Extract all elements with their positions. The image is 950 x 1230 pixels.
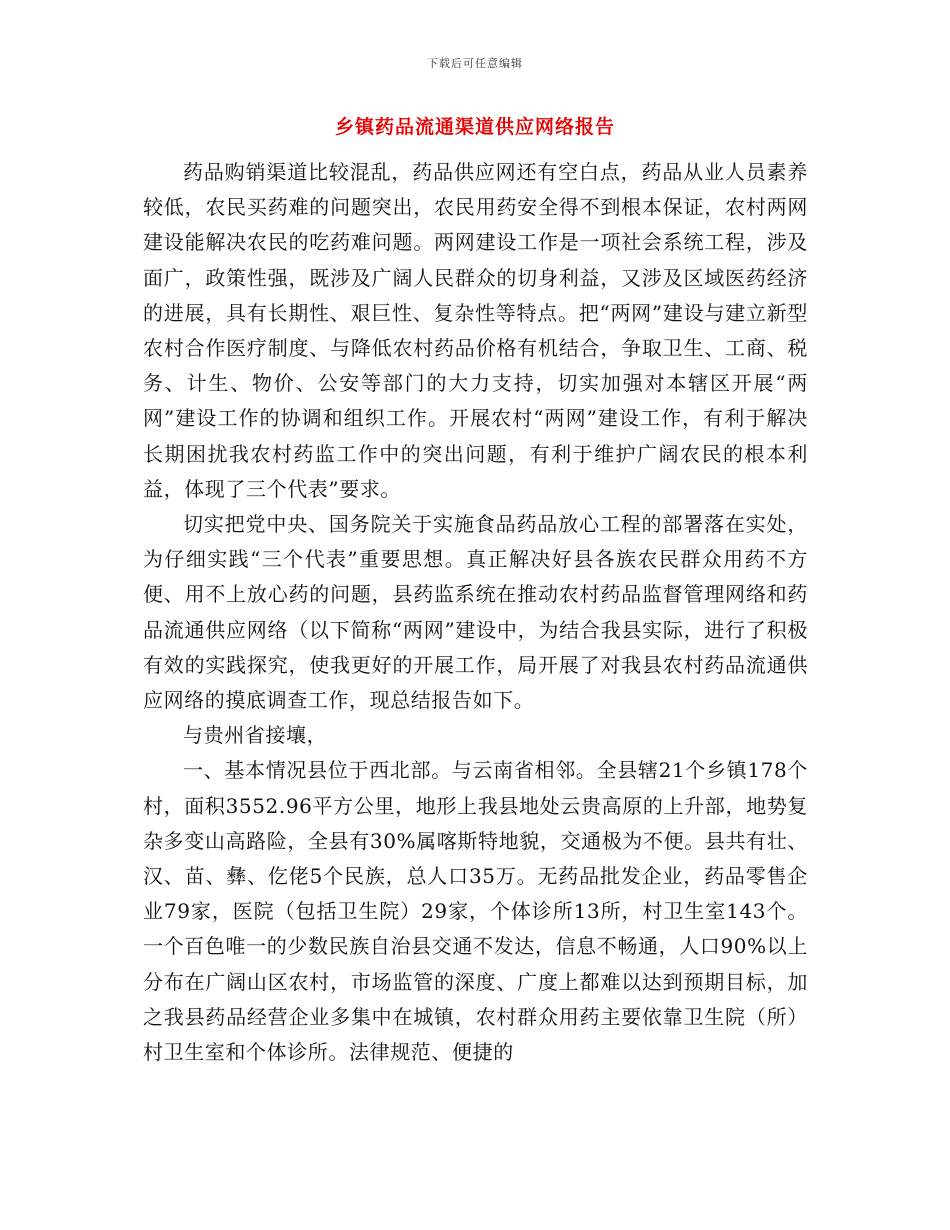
header-note: 下载后可任意编辑 — [427, 57, 523, 70]
paragraph-border-note: 与贵州省接壤， — [183, 723, 328, 748]
paragraph-intro: 药品购销渠道比较混乱，药品供应网还有空白点，药品从业人员素养较低，农民买药难的问题突出，农民用药安全得不到根本保证，农村两网建设能解决农民的吃药难问题。两网建设工作是一项社会系统工程，涉及面广，政策性强，既涉及广阔人民群众的切身利益，又涉及区域医药经济的进展，具有长期性、艰巨性、复杂性等特点。把“两网”建设与建立新型农村合作医疗制度、与降低农村药品价格有机结合，争取卫生、工商、税务、计生、物价、公安等部门的大力支持，切实加强对本辖区开展“两网”建设工作的协调和组织工作。开展农村“两网”建设工作，有利于解决长期困扰我农村药监工作中的突出问题，有利于维护广阔农民的根本利益，体现了三个代表”要求。 — [143, 160, 808, 501]
paragraph-basic-info: 一、基本情况县位于西北部。与云南省相邻。全县辖21个乡镇178个村，面积3552.96平方公里，地形上我县地处云贵高原的上升部，地势复杂多变山高路险，全县有30%属喀斯特地貌，交通极为不便。县共有壮、汉、苗、彝、仡佬5个民族，总人口35万。无药品批发企业，药品零售企业79家，医院（包括卫生院）29家，个体诊所13所，村卫生室143个。一个百色唯一的少数民族自治县交通不发达，信息不畅通，人口90%以上分布在广阔山区农村，市场监管的深度、广度上都难以达到预期目标，加之我县药品经营企业多集中在城镇，农村群众用药主要依靠卫生院（所）村卫生室和个体诊所。法律规范、便捷的 — [143, 758, 808, 1065]
document-body — [143, 155, 808, 1070]
paragraph-purpose: 切实把党中央、国务院关于实施食品药品放心工程的部署落在实处，为仔细实践“三个代表”重要思想。真正解决好县各族农民群众用药不方便、用不上放心药的问题，县药监系统在推动农村药品监督管理网络和药品流通供应网络（以下简称“两网”建设中，为结合我县实际，进行了积极有效的实践探究，使我更好的开展工作，局开展了对我县农村药品流通供应网络的摸底调查工作，现总结报告如下。 — [143, 512, 808, 713]
document-title: 乡镇药品流通渠道供应网络报告 — [334, 116, 615, 138]
